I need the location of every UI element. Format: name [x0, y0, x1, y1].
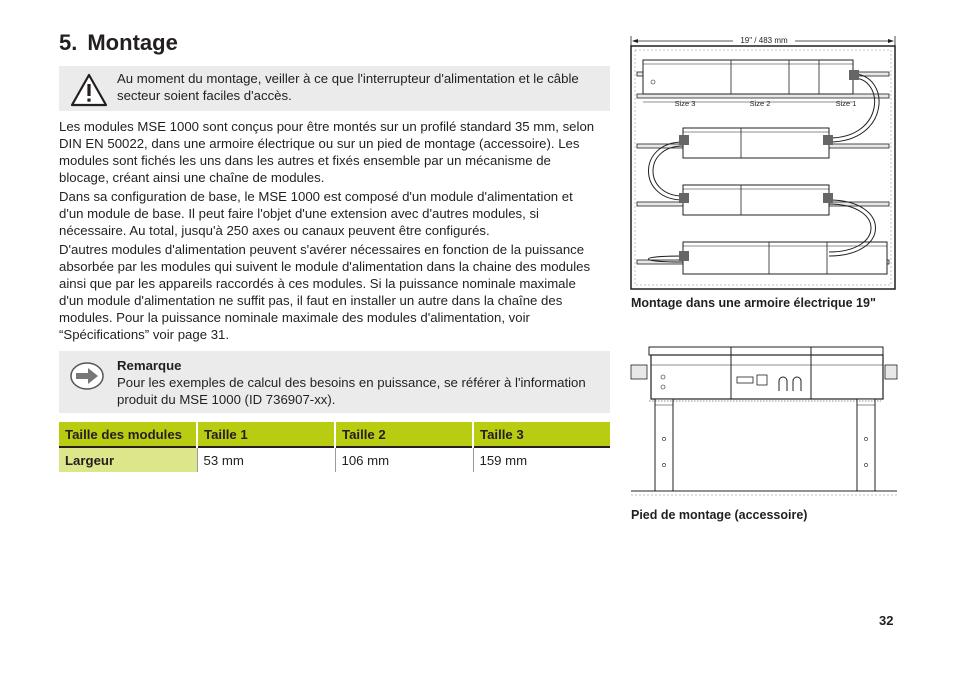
paragraph: Les modules MSE 1000 sont conçus pour être montés sur un profilé standard 35 mm, selon DIN EN 50022, dans une armoire électrique ou sur un pied de montage (accessoire). Les modules sont fichés les uns dans les autres et fixés ensemble par un mécanisme de blocage, créant ainsi une chaîne de modules. — [59, 119, 595, 185]
size-label: Size 3 — [674, 99, 696, 108]
cabinet-illustration — [629, 32, 899, 295]
figure-caption: Montage dans une armoire électrique 19" — [631, 296, 876, 310]
arrow-right-icon — [69, 361, 105, 396]
paragraph: Dans sa configuration de base, le MSE 1000 est composé d'un module d'alimentation et d'un module de base. Il peut faire l'objet d'une extension avec d'autres modules, si nécessaire. Au total, jusqu'à 250 axes ou canaux peuvent être configurés. — [59, 189, 573, 238]
note-heading: Remarque — [117, 358, 182, 373]
table-header-row — [59, 422, 610, 447]
mounting-stand-illustration — [629, 343, 899, 508]
page-title — [59, 30, 178, 56]
table-cell: 159 mm — [473, 447, 610, 472]
table-cell: 106 mm — [335, 447, 473, 472]
warning-box — [59, 66, 610, 111]
note-box — [59, 351, 610, 413]
paragraph: D'autres modules d'alimentation peuvent s'avérer nécessaires en fonction de la puissance absorbée par les modules qui suivent le module d'alimentation dans la chaine des modules ainsi que par les appareils raccordés à ces modules. Si la puissance nominale maximale d'un module d'alimentation ne suffit pas, il faut en installer un autre dans la chaîne des modules. Pour la puissance nominale maximale des modules d'alimentation, voir “Spécifications” voir page 31. — [59, 242, 591, 342]
note-text-block — [117, 357, 607, 408]
table-cell: 53 mm — [197, 447, 335, 472]
note-text: Pour les exemples de calcul des besoins en puissance, se référer à l'information produit du MSE 1000 (ID 736907-xx). — [117, 375, 586, 407]
warning-text: Au moment du montage, veiller à ce que l'interrupteur d'alimentation et le câble secteur soient faciles d'accès. — [117, 71, 579, 103]
figure-caption: Pied de montage (accessoire) — [631, 508, 808, 522]
table-header-cell: Taille des modules — [59, 422, 197, 447]
warning-triangle-icon — [69, 72, 109, 113]
table-row-header: Largeur — [59, 447, 197, 472]
module-size-table — [59, 422, 610, 472]
size-label: Size 2 — [749, 99, 771, 108]
table-header-cell: Taille 1 — [197, 422, 335, 447]
page-number: 32 — [879, 613, 894, 628]
dimension-label: 19" / 483 mm — [740, 36, 788, 45]
size-label: Size 1 — [835, 99, 857, 108]
table-header-cell: Taille 3 — [473, 422, 610, 447]
section-number: 5. — [59, 30, 78, 55]
section-title: Montage — [87, 30, 178, 55]
body-text — [59, 118, 599, 345]
table-header-cell: Taille 2 — [335, 422, 473, 447]
table-row — [59, 447, 610, 472]
